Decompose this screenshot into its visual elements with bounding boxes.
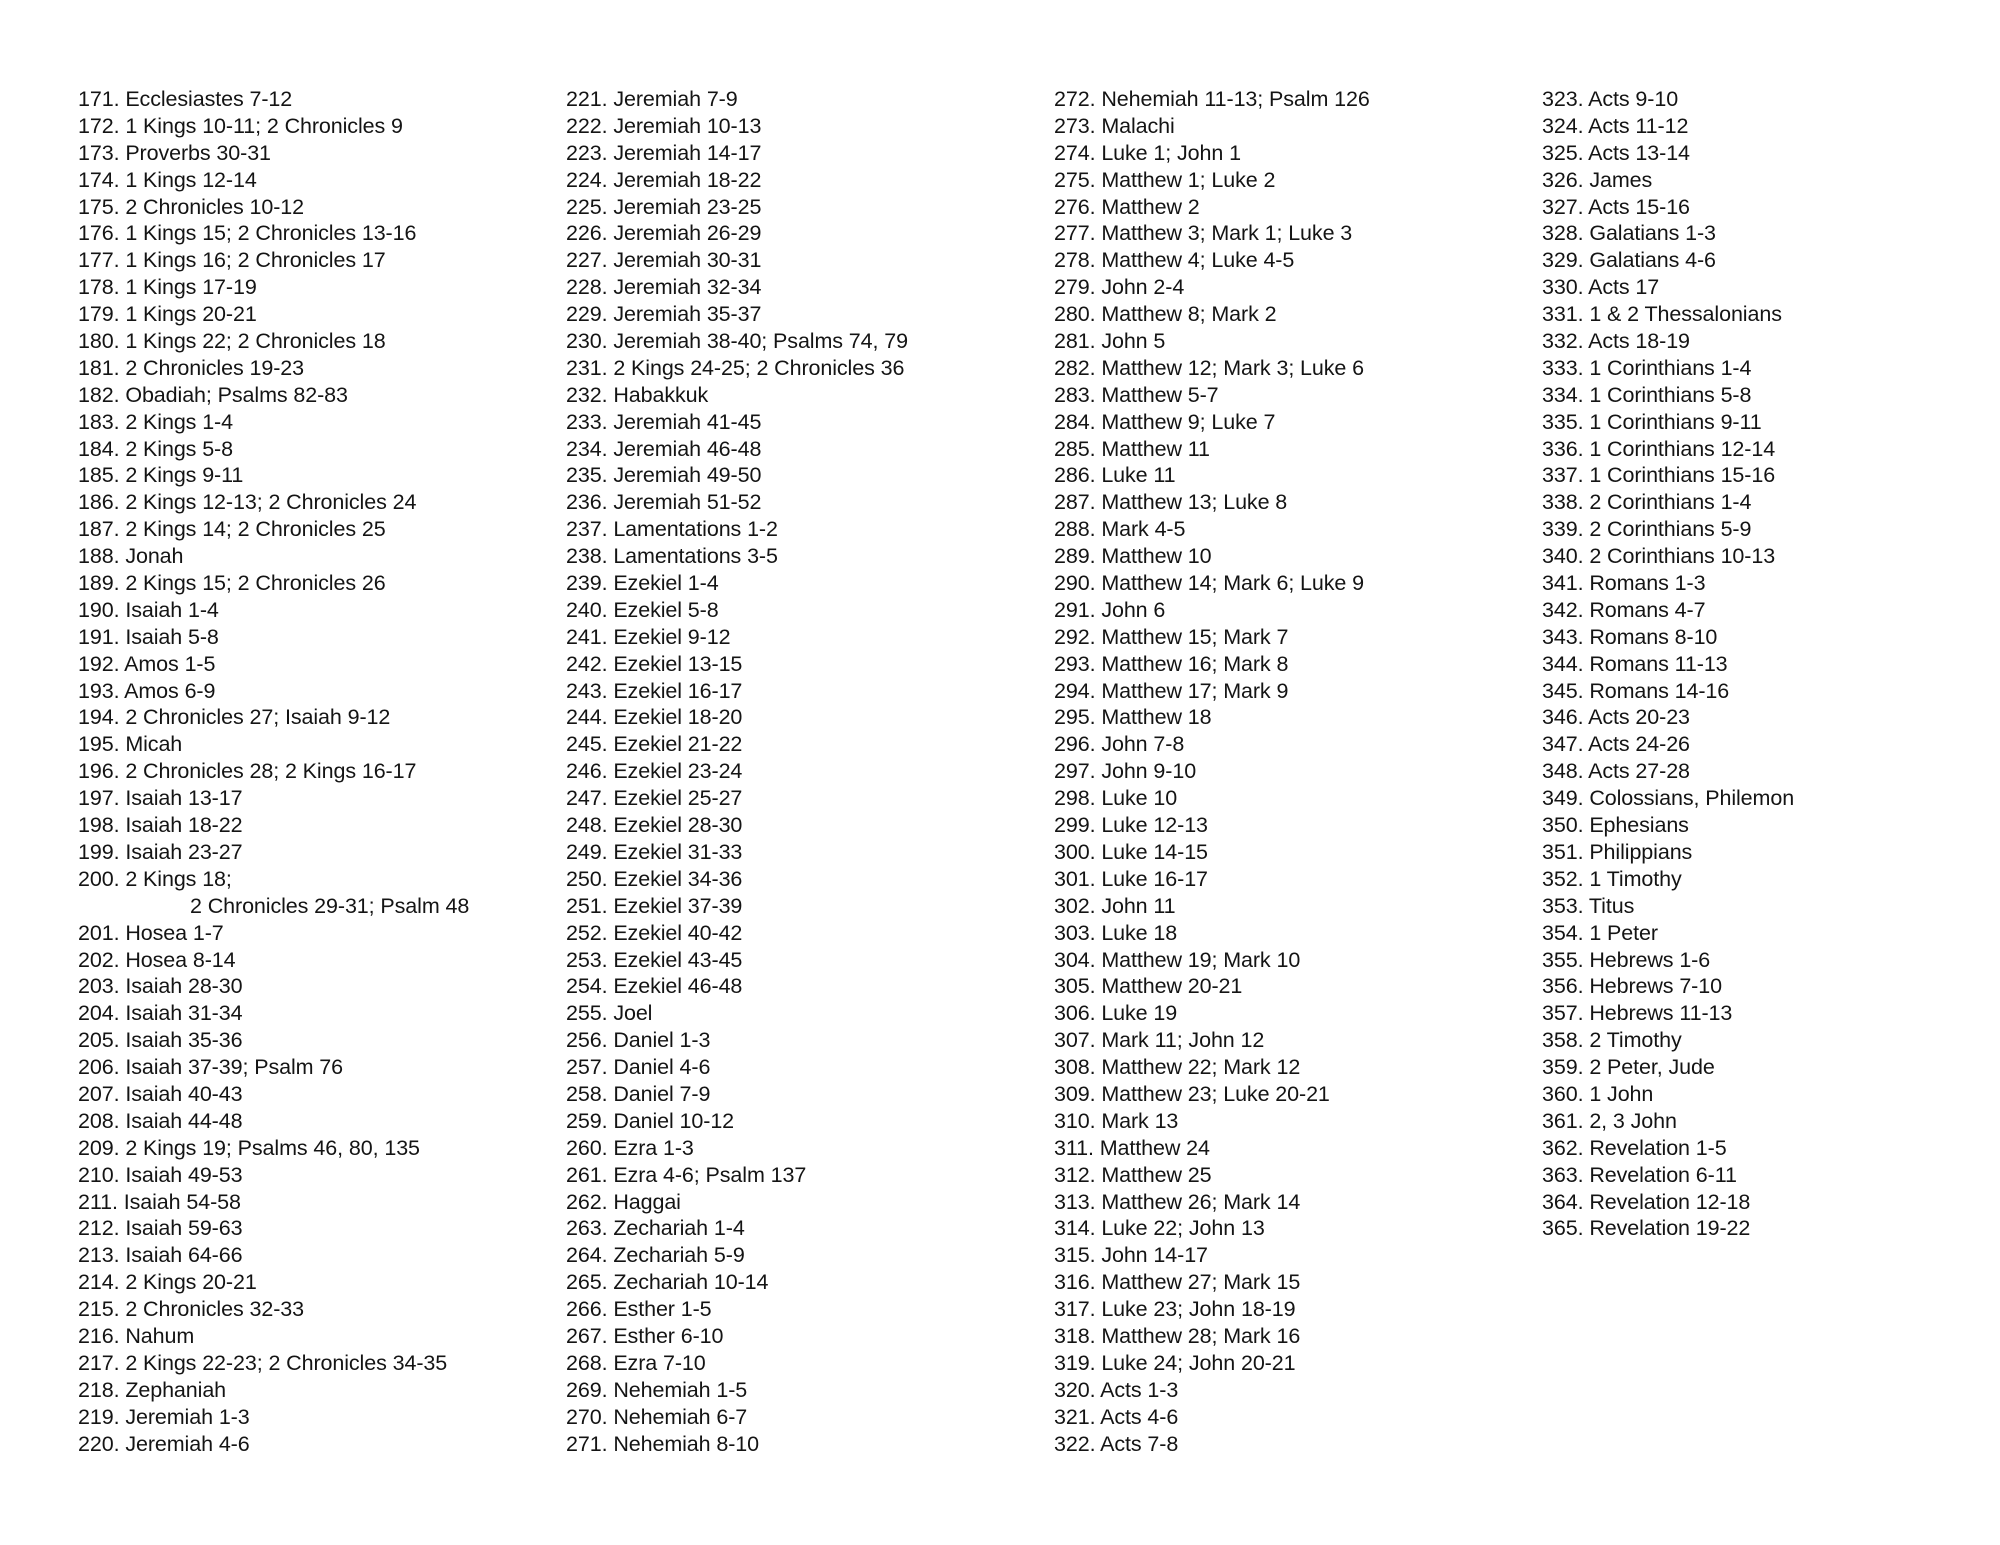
reading-entry: 334. 1 Corinthians 5-8 xyxy=(1542,382,1752,407)
reading-column-4 xyxy=(1542,86,2000,1242)
reading-entry: 342. Romans 4-7 xyxy=(1542,597,1706,622)
reading-entry: 276. Matthew 2 xyxy=(1054,194,1200,219)
reading-entry: 243. Ezekiel 16-17 xyxy=(566,678,743,703)
reading-entry: 248. Ezekiel 28-30 xyxy=(566,813,743,838)
reading-entry: 245. Ezekiel 21-22 xyxy=(566,732,743,757)
reading-entry: 306. Luke 19 xyxy=(1054,1001,1178,1026)
reading-entry: 232. Habakkuk xyxy=(566,382,709,407)
reading-entry: 313. Matthew 26; Mark 14 xyxy=(1054,1189,1301,1214)
reading-entry: 340. 2 Corinthians 10-13 xyxy=(1542,544,1776,569)
reading-entry: 312. Matthew 25 xyxy=(1054,1162,1212,1187)
reading-entry: 354. 1 Peter xyxy=(1542,920,1658,945)
reading-entry: 197. Isaiah 13-17 xyxy=(78,786,243,811)
reading-entry: 206. Isaiah 37-39; Psalm 76 xyxy=(78,1055,344,1080)
reading-entry: 305. Matthew 20-21 xyxy=(1054,974,1243,999)
reading-entry: 266. Esther 1-5 xyxy=(566,1297,712,1322)
reading-entry: 270. Nehemiah 6-7 xyxy=(566,1404,748,1429)
reading-entry: 235. Jeremiah 49-50 xyxy=(566,463,762,488)
reading-entry: 327. Acts 15-16 xyxy=(1542,194,1690,219)
reading-entry: 257. Daniel 4-6 xyxy=(566,1055,711,1080)
reading-entry: 238. Lamentations 3-5 xyxy=(566,544,778,569)
reading-entry: 285. Matthew 11 xyxy=(1054,436,1210,461)
reading-entry: 287. Matthew 13; Luke 8 xyxy=(1054,490,1288,515)
reading-entry: 173. Proverbs 30-31 xyxy=(78,140,271,165)
reading-entry: 272. Nehemiah 11-13; Psalm 126 xyxy=(1054,87,1370,111)
reading-entry: 343. Romans 8-10 xyxy=(1542,624,1718,649)
reading-entry: 222. Jeremiah 10-13 xyxy=(566,113,762,138)
reading-entry: 358. 2 Timothy xyxy=(1542,1028,1682,1053)
reading-entry: 182. Obadiah; Psalms 82-83 xyxy=(78,382,348,407)
reading-column-2 xyxy=(566,86,1026,1457)
reading-entry: 293. Matthew 16; Mark 8 xyxy=(1054,651,1289,676)
reading-entry: 192. Amos 1-5 xyxy=(78,651,216,676)
reading-column-3 xyxy=(1054,86,1514,1457)
reading-entry: 288. Mark 4-5 xyxy=(1054,517,1186,542)
reading-entry: 275. Matthew 1; Luke 2 xyxy=(1054,167,1276,192)
reading-entry: 335. 1 Corinthians 9-11 xyxy=(1542,409,1762,434)
reading-entry: 315. John 14-17 xyxy=(1054,1243,1208,1268)
reading-entry: 198. Isaiah 18-22 xyxy=(78,813,243,838)
reading-entry: 241. Ezekiel 9-12 xyxy=(566,624,731,649)
reading-entry: 228. Jeremiah 32-34 xyxy=(566,275,762,300)
reading-entry: 178. 1 Kings 17-19 xyxy=(78,275,257,300)
reading-entry: 299. Luke 12-13 xyxy=(1054,813,1208,838)
reading-entry: 300. Luke 14-15 xyxy=(1054,839,1208,864)
reading-entry: 191. Isaiah 5-8 xyxy=(78,624,219,649)
reading-entry: 350. Ephesians xyxy=(1542,813,1689,838)
reading-entry: 233. Jeremiah 41-45 xyxy=(566,409,762,434)
reading-entry: 180. 1 Kings 22; 2 Chronicles 18 xyxy=(78,329,386,354)
reading-entry: 326. James xyxy=(1542,167,1653,192)
reading-entry: 214. 2 Kings 20-21 xyxy=(78,1270,257,1295)
reading-entry: 252. Ezekiel 40-42 xyxy=(566,920,743,945)
reading-entry: 263. Zechariah 1-4 xyxy=(566,1216,745,1241)
reading-entry: 294. Matthew 17; Mark 9 xyxy=(1054,678,1289,703)
reading-entry: 296. John 7-8 xyxy=(1054,732,1185,757)
reading-entry: 330. Acts 17 xyxy=(1542,275,1660,300)
reading-entry: 339. 2 Corinthians 5-9 xyxy=(1542,517,1752,542)
reading-entry: 356. Hebrews 7-10 xyxy=(1542,974,1722,999)
reading-entry: 317. Luke 23; John 18-19 xyxy=(1054,1297,1296,1322)
reading-entry: 240. Ezekiel 5-8 xyxy=(566,597,719,622)
reading-entry: 225. Jeremiah 23-25 xyxy=(566,194,762,219)
reading-entry: 184. 2 Kings 5-8 xyxy=(78,436,233,461)
reading-entry: 175. 2 Chronicles 10-12 xyxy=(78,194,304,219)
reading-entry: 357. Hebrews 11-13 xyxy=(1542,1001,1733,1026)
reading-entry: 186. 2 Kings 12-13; 2 Chronicles 24 xyxy=(78,490,417,515)
reading-entry: 286. Luke 11 xyxy=(1054,463,1176,488)
reading-entry: 203. Isaiah 28-30 xyxy=(78,974,243,999)
reading-entry: 364. Revelation 12-18 xyxy=(1542,1189,1751,1214)
reading-entry: 346. Acts 20-23 xyxy=(1542,705,1690,730)
reading-entry: 328. Galatians 1-3 xyxy=(1542,221,1716,246)
reading-entry: 187. 2 Kings 14; 2 Chronicles 25 xyxy=(78,517,386,542)
reading-entry: 365. Revelation 19-22 xyxy=(1542,1216,1751,1241)
reading-entry: 325. Acts 13-14 xyxy=(1542,140,1690,165)
reading-entry: 224. Jeremiah 18-22 xyxy=(566,167,762,192)
reading-entry: 195. Micah xyxy=(78,732,183,757)
reading-entry: 321. Acts 4-6 xyxy=(1054,1404,1179,1429)
reading-entry: 345. Romans 14-16 xyxy=(1542,678,1730,703)
reading-entry: 282. Matthew 12; Mark 3; Luke 6 xyxy=(1054,355,1365,380)
reading-entry: 284. Matthew 9; Luke 7 xyxy=(1054,409,1276,434)
reading-entry: 274. Luke 1; John 1 xyxy=(1054,140,1241,165)
reading-entry: 291. John 6 xyxy=(1054,597,1166,622)
reading-entry: 265. Zechariah 10-14 xyxy=(566,1270,769,1295)
reading-entry: 171. Ecclesiastes 7-12 xyxy=(78,87,293,111)
reading-entry: 250. Ezekiel 34-36 xyxy=(566,866,743,891)
reading-entry: 344. Romans 11-13 xyxy=(1542,651,1728,676)
reading-entry: 205. Isaiah 35-36 xyxy=(78,1028,243,1053)
reading-entry: 360. 1 John xyxy=(1542,1081,1654,1106)
reading-entry: 176. 1 Kings 15; 2 Chronicles 13-16 xyxy=(78,221,417,246)
reading-entry: 301. Luke 16-17 xyxy=(1054,866,1208,891)
reading-entry: 353. Titus xyxy=(1542,893,1635,918)
reading-entry: 264. Zechariah 5-9 xyxy=(566,1243,745,1268)
reading-entry: 268. Ezra 7-10 xyxy=(566,1350,706,1375)
reading-entry: 314. Luke 22; John 13 xyxy=(1054,1216,1265,1241)
reading-entry: 200. 2 Kings 18; xyxy=(78,866,232,891)
reading-entry: 319. Luke 24; John 20-21 xyxy=(1054,1350,1296,1375)
reading-entry: 211. Isaiah 54-58 xyxy=(78,1189,241,1214)
reading-entry: 297. John 9-10 xyxy=(1054,759,1197,784)
reading-entry: 253. Ezekiel 43-45 xyxy=(566,947,743,972)
reading-entry-continuation: 2 Chronicles 29-31; Psalm 48 xyxy=(190,893,470,918)
reading-entry: 229. Jeremiah 35-37 xyxy=(566,302,762,327)
reading-entry: 210. Isaiah 49-53 xyxy=(78,1162,243,1187)
reading-column-1 xyxy=(78,86,538,1457)
reading-entry: 196. 2 Chronicles 28; 2 Kings 16-17 xyxy=(78,759,417,784)
reading-entry: 179. 1 Kings 20-21 xyxy=(78,302,257,327)
reading-entry: 347. Acts 24-26 xyxy=(1542,732,1690,757)
reading-entry: 201. Hosea 1-7 xyxy=(78,920,224,945)
reading-entry: 183. 2 Kings 1-4 xyxy=(78,409,233,434)
reading-entry: 255. Joel xyxy=(566,1001,653,1026)
reading-entry: 309. Matthew 23; Luke 20-21 xyxy=(1054,1081,1330,1106)
reading-entry: 220. Jeremiah 4-6 xyxy=(78,1431,250,1456)
reading-entry: 234. Jeremiah 46-48 xyxy=(566,436,762,461)
reading-entry: 359. 2 Peter, Jude xyxy=(1542,1055,1715,1080)
reading-entry: 227. Jeremiah 30-31 xyxy=(566,248,762,273)
reading-entry: 181. 2 Chronicles 19-23 xyxy=(78,355,304,380)
reading-entry: 256. Daniel 1-3 xyxy=(566,1028,711,1053)
reading-entry: 332. Acts 18-19 xyxy=(1542,329,1690,354)
reading-entry: 249. Ezekiel 31-33 xyxy=(566,839,743,864)
reading-entry: 267. Esther 6-10 xyxy=(566,1323,724,1348)
reading-entry: 283. Matthew 5-7 xyxy=(1054,382,1219,407)
reading-entry: 259. Daniel 10-12 xyxy=(566,1108,735,1133)
reading-entry: 260. Ezra 1-3 xyxy=(566,1135,694,1160)
reading-entry: 361. 2, 3 John xyxy=(1542,1108,1677,1133)
reading-entry: 363. Revelation 6-11 xyxy=(1542,1162,1737,1187)
reading-entry: 303. Luke 18 xyxy=(1054,920,1178,945)
reading-entry: 230. Jeremiah 38-40; Psalms 74, 79 xyxy=(566,329,908,354)
reading-entry: 223. Jeremiah 14-17 xyxy=(566,140,762,165)
reading-entry: 190. Isaiah 1-4 xyxy=(78,597,219,622)
reading-entry: 333. 1 Corinthians 1-4 xyxy=(1542,355,1752,380)
reading-entry: 216. Nahum xyxy=(78,1323,195,1348)
reading-entry: 307. Mark 11; John 12 xyxy=(1054,1028,1265,1053)
reading-entry: 336. 1 Corinthians 12-14 xyxy=(1542,436,1776,461)
reading-entry: 348. Acts 27-28 xyxy=(1542,759,1690,784)
reading-entry: 194. 2 Chronicles 27; Isaiah 9-12 xyxy=(78,705,391,730)
reading-entry: 324. Acts 11-12 xyxy=(1542,113,1689,138)
reading-entry: 277. Matthew 3; Mark 1; Luke 3 xyxy=(1054,221,1353,246)
reading-entry: 199. Isaiah 23-27 xyxy=(78,839,243,864)
reading-entry: 219. Jeremiah 1-3 xyxy=(78,1404,250,1429)
reading-entry: 273. Malachi xyxy=(1054,113,1175,138)
reading-entry: 207. Isaiah 40-43 xyxy=(78,1081,243,1106)
reading-entry: 247. Ezekiel 25-27 xyxy=(566,786,743,811)
reading-entry: 185. 2 Kings 9-11 xyxy=(78,463,244,488)
reading-entry: 279. John 2-4 xyxy=(1054,275,1185,300)
reading-entry: 278. Matthew 4; Luke 4-5 xyxy=(1054,248,1295,273)
reading-entry: 209. 2 Kings 19; Psalms 46, 80, 135 xyxy=(78,1135,420,1160)
reading-entry: 292. Matthew 15; Mark 7 xyxy=(1054,624,1289,649)
reading-entry: 271. Nehemiah 8-10 xyxy=(566,1431,760,1456)
reading-entry: 308. Matthew 22; Mark 12 xyxy=(1054,1055,1301,1080)
reading-entry: 244. Ezekiel 18-20 xyxy=(566,705,743,730)
reading-entry: 172. 1 Kings 10-11; 2 Chronicles 9 xyxy=(78,113,403,138)
reading-entry: 355. Hebrews 1-6 xyxy=(1542,947,1711,972)
reading-entry: 226. Jeremiah 26-29 xyxy=(566,221,762,246)
reading-entry: 323. Acts 9-10 xyxy=(1542,87,1679,111)
reading-entry: 221. Jeremiah 7-9 xyxy=(566,87,738,111)
reading-entry: 352. 1 Timothy xyxy=(1542,866,1682,891)
reading-entry: 239. Ezekiel 1-4 xyxy=(566,571,719,596)
reading-entry: 261. Ezra 4-6; Psalm 137 xyxy=(566,1162,807,1187)
reading-entry: 290. Matthew 14; Mark 6; Luke 9 xyxy=(1054,571,1365,596)
reading-entry: 262. Haggai xyxy=(566,1189,681,1214)
reading-entry: 320. Acts 1-3 xyxy=(1054,1377,1179,1402)
reading-entry: 295. Matthew 18 xyxy=(1054,705,1212,730)
reading-entry: 269. Nehemiah 1-5 xyxy=(566,1377,748,1402)
reading-entry: 298. Luke 10 xyxy=(1054,786,1178,811)
reading-entry: 280. Matthew 8; Mark 2 xyxy=(1054,302,1277,327)
reading-entry: 212. Isaiah 59-63 xyxy=(78,1216,243,1241)
reading-entry: 177. 1 Kings 16; 2 Chronicles 17 xyxy=(78,248,386,273)
reading-entry: 231. 2 Kings 24-25; 2 Chronicles 36 xyxy=(566,355,905,380)
reading-entry: 289. Matthew 10 xyxy=(1054,544,1212,569)
reading-entry: 316. Matthew 27; Mark 15 xyxy=(1054,1270,1301,1295)
reading-entry: 204. Isaiah 31-34 xyxy=(78,1001,243,1026)
reading-entry: 242. Ezekiel 13-15 xyxy=(566,651,743,676)
reading-entry: 331. 1 & 2 Thessalonians xyxy=(1542,302,1782,327)
reading-entry: 218. Zephaniah xyxy=(78,1377,227,1402)
reading-entry: 318. Matthew 28; Mark 16 xyxy=(1054,1323,1301,1348)
reading-entry: 341. Romans 1-3 xyxy=(1542,571,1706,596)
reading-entry: 193. Amos 6-9 xyxy=(78,678,216,703)
reading-entry: 213. Isaiah 64-66 xyxy=(78,1243,243,1268)
reading-entry: 202. Hosea 8-14 xyxy=(78,947,236,972)
reading-entry: 217. 2 Kings 22-23; 2 Chronicles 34-35 xyxy=(78,1350,448,1375)
reading-entry: 236. Jeremiah 51-52 xyxy=(566,490,762,515)
reading-entry: 302. John 11 xyxy=(1054,893,1176,918)
reading-entry: 304. Matthew 19; Mark 10 xyxy=(1054,947,1301,972)
reading-entry: 237. Lamentations 1-2 xyxy=(566,517,778,542)
reading-entry: 246. Ezekiel 23-24 xyxy=(566,759,743,784)
reading-entry: 349. Colossians, Philemon xyxy=(1542,786,1795,811)
reading-entry: 338. 2 Corinthians 1-4 xyxy=(1542,490,1752,515)
reading-entry: 251. Ezekiel 37-39 xyxy=(566,893,743,918)
reading-entry: 362. Revelation 1-5 xyxy=(1542,1135,1727,1160)
reading-entry: 329. Galatians 4-6 xyxy=(1542,248,1716,273)
reading-entry: 337. 1 Corinthians 15-16 xyxy=(1542,463,1776,488)
reading-entry: 322. Acts 7-8 xyxy=(1054,1431,1179,1456)
reading-entry: 188. Jonah xyxy=(78,544,184,569)
reading-entry: 174. 1 Kings 12-14 xyxy=(78,167,257,192)
reading-entry: 258. Daniel 7-9 xyxy=(566,1081,711,1106)
reading-entry: 208. Isaiah 44-48 xyxy=(78,1108,243,1133)
reading-entry: 311. Matthew 24 xyxy=(1054,1135,1210,1160)
reading-entry: 310. Mark 13 xyxy=(1054,1108,1179,1133)
reading-entry: 351. Philippians xyxy=(1542,839,1693,864)
reading-entry: 189. 2 Kings 15; 2 Chronicles 26 xyxy=(78,571,386,596)
reading-entry: 281. John 5 xyxy=(1054,329,1166,354)
reading-entry: 215. 2 Chronicles 32-33 xyxy=(78,1297,304,1322)
reading-entry: 254. Ezekiel 46-48 xyxy=(566,974,743,999)
